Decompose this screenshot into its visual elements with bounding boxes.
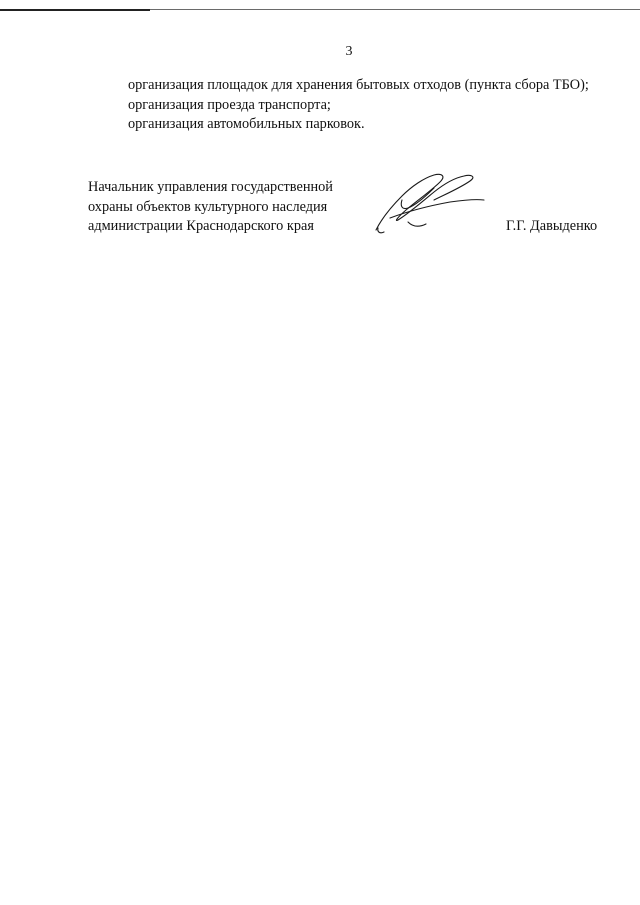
body-text bbox=[128, 76, 589, 135]
scan-top-border-dark bbox=[0, 9, 150, 11]
signer-name: Г.Г. Давыденко bbox=[506, 218, 598, 234]
body-line: организация проезда транспорта; bbox=[128, 96, 331, 113]
page-number: 3 bbox=[345, 44, 353, 59]
body-line: организация автомобильных парковок. bbox=[128, 116, 365, 132]
signer-position-line: Начальник управления государственной bbox=[88, 179, 333, 195]
signature-strokes bbox=[376, 174, 484, 232]
body-line: организация площадок для хранения бытовых отходов (пункта сбора ТБО); bbox=[128, 77, 589, 93]
signer-position-line: администрации Краснодарского края bbox=[88, 218, 314, 234]
handwritten-signature bbox=[372, 166, 488, 238]
signer-position bbox=[88, 178, 333, 237]
signer-position-line: охраны объектов культурного наследия bbox=[88, 198, 328, 215]
